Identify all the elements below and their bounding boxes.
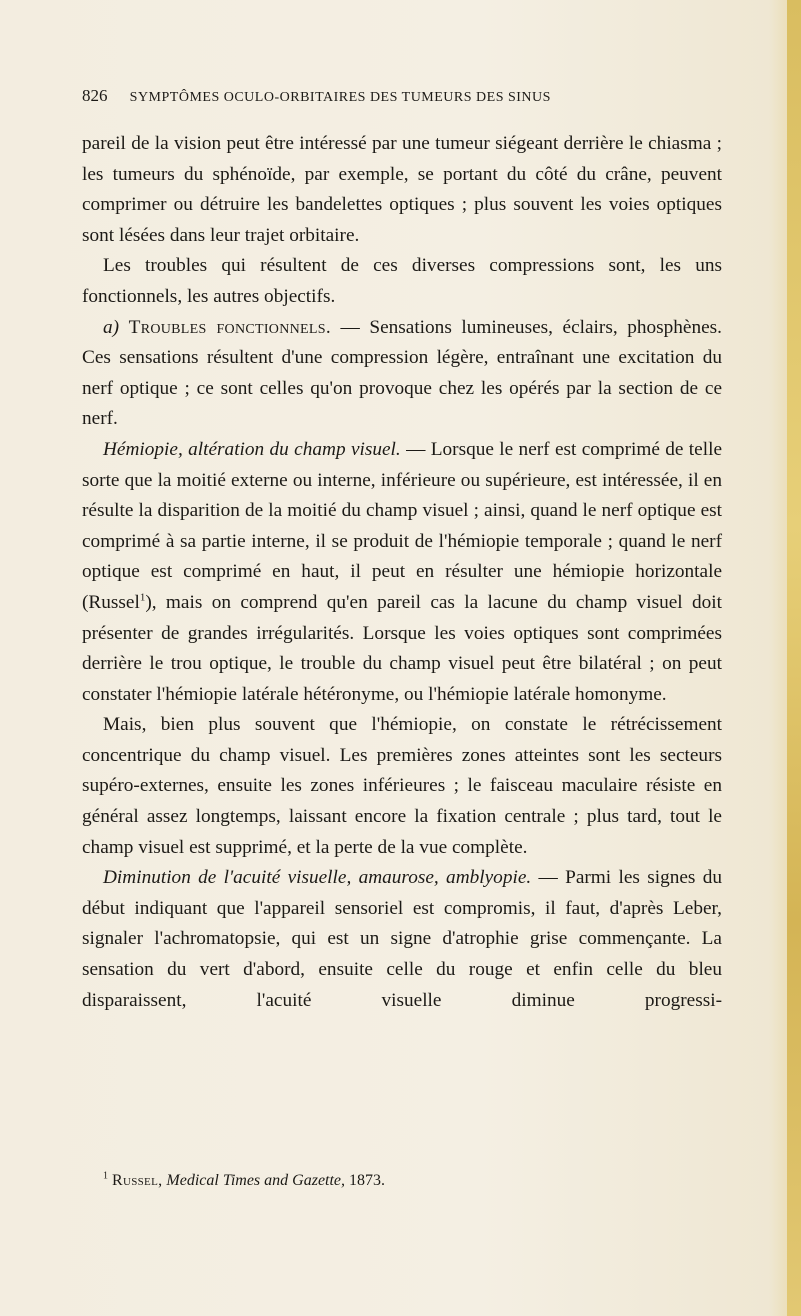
page-edge bbox=[787, 0, 801, 1316]
paragraph-5: Mais, bien plus souvent que l'hémiopie, on constate le rétrécissement concentrique du champ visuel. Les premières zones atteintes sont les secteurs supéro-externes, ensuite les zones inférieures ; le faisceau maculaire résiste en général assez longtemps, laissant encore la fixation centrale ; plus tard, tout le champ visuel est supprimé, et la perte de la vue complète. bbox=[82, 714, 722, 858]
paragraph-2: Les troubles qui résultent de ces diverses compressions sont, les uns fonctionnels, les autres objectifs. bbox=[82, 255, 722, 307]
footnote-ref: 1 bbox=[139, 591, 146, 604]
body-text bbox=[82, 129, 722, 1016]
italic-heading: Diminution de l'acuité visuelle, amaurose, amblyopie. bbox=[103, 867, 532, 889]
paragraph-4: Hémiopie, altération du champ visuel. — Lorsque le nerf est comprimé de telle sorte que la moitié externe ou interne, inférieure ou supérieure, est intéressée, il en résulte la disparition de la moitié du champ visuel ; ainsi, quand le nerf optique est comprimé à sa partie interne, il se produit de l'hémiopie temporale ; quand le nerf optique est comprimé en haut, il peut en résulter une hémiopie horizontale (Russel$^1$), mais on comprend qu'en pareil cas la lacune du champ visuel doit présenter de grandes irrégularités. Lorsque les voies optiques sont comprimées derrière le trou optique, le trouble du champ visuel peut être bilatéral ; on peut constater l'hémiopie latérale hétéronyme, ou l'hémiopie latérale homonyme. bbox=[82, 438, 722, 705]
italic-heading: Hémiopie, altération du champ visuel. bbox=[103, 438, 401, 460]
paragraph-1: pareil de la vision peut être intéressé par une tumeur siégeant derrière le chiasma ; les tumeurs du sphénoïde, par exemple, se portant du côté du crâne, peuvent comprimer ou détruire les bandelettes optiques ; plus souvent les voies optiques sont lésées dans leur trajet orbitaire. bbox=[82, 133, 722, 246]
footnote-author: Russel, bbox=[112, 1172, 163, 1189]
footnote bbox=[103, 1171, 723, 1191]
footnote-year: 1873. bbox=[349, 1172, 386, 1189]
section-letter: a) bbox=[103, 316, 120, 338]
page-header bbox=[82, 86, 722, 106]
paragraph-6: Diminution de l'acuité visuelle, amaurose, amblyopie. — Parmi les signes du début indiquant que l'appareil sensoriel est compromis, il faut, d'après Leber, signaler l'achromatopsie, qui est un signe d'atrophie grise commençante. La sensation du vert d'abord, ensuite celle du rouge et enfin celle du bleu disparaissent, l'acuité visuelle diminue progressi- bbox=[82, 867, 723, 1011]
page-number: 826 bbox=[82, 86, 108, 105]
paragraph-3: a) Troubles fonctionnels. — Sensations lumineuses, éclairs, phosphènes. Ces sensations résultent d'une compression légère, entraînant une excitation du nerf optique ; ce sont celles qu'on provoque chez les opérés par la section de ce nerf. bbox=[82, 316, 722, 430]
footnote-marker: 1 bbox=[103, 1170, 108, 1182]
footnote-journal: Medical Times and Gazette, bbox=[166, 1172, 346, 1189]
running-title: SYMPTÔMES OCULO-ORBITAIRES DES TUMEURS DES SINUS bbox=[129, 90, 551, 105]
section-heading: Troubles fonctionnels. bbox=[128, 316, 331, 338]
